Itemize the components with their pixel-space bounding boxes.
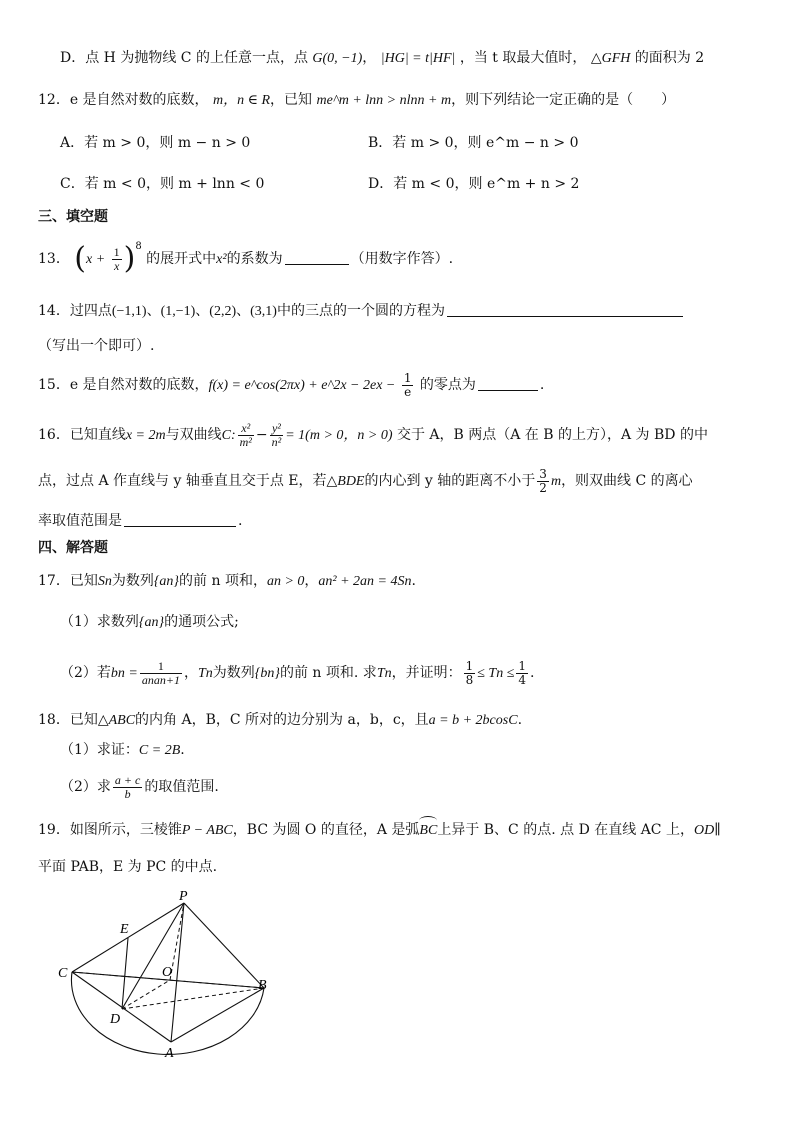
q13-text-c: （用数字作答）.: [350, 251, 454, 267]
q16-line-3: [38, 511, 242, 531]
q16-frac-3-num: 3: [539, 466, 547, 481]
q19-label-p: P: [179, 889, 188, 904]
q14-point-1: (−1,1): [111, 304, 147, 319]
q11-option-d: [60, 48, 704, 69]
q14-text-a: 14．过四点: [38, 303, 112, 319]
q18-part-2: [60, 772, 219, 802]
q15-fraction: [402, 372, 414, 399]
q16-c-label: C:: [221, 428, 236, 443]
q13-term: x²: [216, 252, 227, 267]
q13-right-paren: ): [123, 241, 136, 276]
q19-label-c: C: [58, 966, 68, 981]
q16-minus: −: [255, 427, 268, 443]
q14-text-b: 中的三点的一个圆的方程为: [276, 303, 445, 319]
q16-line2-a: 点，过点 A 作直线与 y 轴垂直且交于点 E，若: [38, 473, 327, 489]
q17-sn: Sn: [97, 574, 112, 589]
q16-line-eq: x = 2m: [125, 428, 166, 443]
q18-equation: a = b + 2bcosC: [428, 713, 518, 728]
q13-text-a: 的展开式中: [146, 251, 217, 267]
q12-vars: m，n ∈ R: [213, 93, 271, 108]
q17-bn-num: 1: [140, 660, 182, 674]
q12-equation: me^m + lnn > nlnn + m: [316, 93, 452, 108]
q19-edge-ca: [72, 972, 171, 1042]
q19-od-parallel: OD∥: [693, 823, 721, 838]
q16-line2-b: 的内心到 y 轴的距离不小于: [364, 473, 536, 489]
q17-part-1: [60, 612, 239, 633]
q14-sep-1: 、: [146, 303, 161, 319]
q17-stem: [38, 571, 416, 592]
section-solution-heading: 四、解答题: [38, 540, 108, 556]
q14-answer-blank[interactable]: [447, 302, 683, 317]
q18-part-1: [60, 740, 185, 761]
q15: [38, 370, 544, 401]
q11d-mid: ，当 t 取最大值时，: [459, 50, 587, 66]
q16-frac-x-num: x²: [238, 422, 254, 436]
q13-expr: x +: [86, 252, 106, 267]
q19-figure: [50, 888, 280, 1060]
q14-point-4: (3,1): [250, 304, 277, 319]
q12-option-d: D．若 m < 0，则 e^m + n > 2: [368, 176, 580, 192]
q16-text-c: 交于 A，B 两点（A 在 B 的上方），A 为 BD 的中: [396, 427, 708, 443]
q18-p1-eq: C = 2B: [138, 743, 181, 758]
q16-line2-c: ，则双曲线 C 的离心: [561, 473, 693, 489]
q12-stem-c: ，则下列结论一定正确的是（ ）: [451, 92, 676, 108]
q17-p2-a: （2）若: [60, 665, 111, 681]
q17-bn-fraction: [140, 660, 182, 687]
q11d-point-g: G(0, −1): [312, 51, 363, 66]
q17-text-a: 17．已知: [38, 573, 98, 589]
section-fill-in-heading: 三、填空题: [38, 209, 108, 225]
q12-stem: [38, 90, 675, 111]
q16-frac-y-den: n²: [271, 434, 282, 449]
q14-point-2: (1,−1): [160, 304, 196, 319]
q14: [38, 301, 685, 322]
q16-text-a: 16．已知直线: [38, 427, 126, 443]
q17-p2-b: ，: [183, 665, 198, 681]
q13-exponent: 8: [135, 241, 142, 252]
q15-text-b: 的零点为: [419, 377, 476, 393]
q19-label-b: B: [258, 978, 267, 993]
q15-function: f(x) = e^cos(2πx) + e^2x − 2ex −: [208, 378, 396, 393]
q17-ineq-num-2: 1: [518, 658, 527, 673]
q17-part-2: [60, 658, 535, 689]
q12-option-c: C．若 m < 0，则 m + lnn < 0: [60, 176, 265, 192]
q11d-prefix: D．点 H 为抛物线 C 的上任意一点，点: [60, 50, 308, 66]
q17-p1-an-set: {an}: [138, 615, 165, 630]
q12-option-a: A．若 m > 0，则 m − n > 0: [60, 135, 251, 151]
q11d-suffix: 的面积为 2: [634, 50, 705, 66]
q17-ineq-mid: ≤ Tn ≤: [477, 666, 515, 681]
q14-sep-2: 、: [195, 303, 210, 319]
q17-ineq-frac-1: [464, 660, 476, 687]
q19-text-b: ，BC 为圆 O 的直径，A 是弧: [232, 822, 420, 838]
q17-sep: ，: [304, 573, 319, 589]
q17-p2-c: 为数列: [212, 665, 255, 681]
q17-bn-den: anan+1: [141, 672, 180, 687]
q16-answer-blank[interactable]: [124, 512, 236, 527]
q17-p2-end: .: [530, 665, 535, 681]
q18-p2-a: （2）求: [60, 779, 111, 795]
q17-bn: bn =: [110, 666, 138, 681]
q17-p1-b: 的通项公式;: [164, 614, 239, 630]
q19-line-2: 平面 PAB，E 为 PC 的中点.: [38, 859, 218, 875]
q19-dash-do: [122, 980, 170, 1009]
q16-frac-x: [238, 422, 254, 449]
q17-cond-1: an > 0: [266, 574, 305, 589]
q17-p2-d: 的前 n 项和. 求: [279, 665, 377, 681]
q17-tn: Tn: [197, 666, 213, 681]
q11d-ratio: |HG| = t|HF|: [380, 51, 456, 66]
q13: [38, 241, 454, 276]
q16-frac-x-den: m²: [239, 434, 252, 449]
q18-text-b: 的内角 A，B，C 所对的边分别为 a，b，c，且: [135, 712, 429, 728]
q16-end: .: [238, 513, 243, 529]
q16-triangle: △BDE: [326, 474, 365, 489]
q16-line-1: [38, 420, 708, 451]
q15-frac-num: 1: [403, 370, 412, 385]
q16-frac-3-2: [537, 468, 549, 495]
q17-text-b: 为数列: [111, 573, 154, 589]
q13-frac-den: x: [113, 258, 120, 273]
q18-p1-end: .: [180, 742, 185, 758]
q15-text-a: 15．e 是自然对数的底数，: [38, 377, 209, 393]
q19-edge-pb: [184, 903, 264, 988]
q16-frac-y-num: y²: [270, 422, 284, 436]
q15-answer-blank[interactable]: [478, 376, 538, 391]
q15-end: .: [539, 377, 545, 393]
q18-p2-fraction: [113, 774, 142, 801]
q19-arc-bc: BC: [419, 821, 437, 841]
q18-stem: [38, 710, 522, 731]
q16-frac-3-den: 2: [539, 480, 547, 495]
q17-ineq-num-1: 1: [465, 658, 474, 673]
q18-text-a: 18．已知: [38, 712, 98, 728]
q16-m: m: [550, 474, 562, 489]
q11d-sep: ，: [362, 50, 377, 66]
q19-label-a: A: [165, 1046, 174, 1060]
q16-line3: 率取值范围是: [38, 513, 122, 529]
q19-edge-ed: [122, 938, 128, 1009]
q14-note: （写出一个即可）.: [38, 338, 155, 354]
q19-dash-db: [122, 988, 264, 1009]
q18-end: .: [517, 712, 523, 728]
q19-stem: [38, 820, 721, 841]
q16-frac-y: [270, 422, 284, 449]
q17-ineq-frac-2: [516, 660, 528, 687]
q16-text-b: 与双曲线: [165, 427, 222, 443]
q15-frac-den: e: [404, 384, 412, 399]
q16-line-2: [38, 466, 693, 497]
q19-edge-pa: [171, 903, 184, 1042]
q12-option-b: B．若 m > 0，则 e^m − n > 0: [368, 135, 579, 151]
q13-fraction: [112, 246, 122, 273]
q19-edge-ab: [171, 988, 264, 1042]
q19-text-c: 上异于 B、C 的点. 点 D 在直线 AC 上，: [437, 822, 694, 838]
q14-point-3: (2,2): [209, 304, 237, 319]
q13-text-b: 的系数为: [226, 251, 283, 267]
q19-label-d: D: [110, 1012, 121, 1027]
q18-p2-b: 的取值范围.: [144, 779, 219, 795]
q17-text-c: 的前 n 项和，: [179, 573, 267, 589]
q18-p2-den: b: [124, 786, 131, 801]
q17-end: .: [411, 573, 416, 589]
q19-label-e: E: [120, 922, 129, 937]
q13-answer-blank[interactable]: [285, 250, 349, 265]
q13-number: 13．: [38, 251, 70, 267]
q17-an-set: {an}: [153, 574, 180, 589]
q12-stem-b: ，已知: [270, 92, 313, 108]
q17-tn-2: Tn: [376, 666, 392, 681]
q17-ineq-den-2: 4: [518, 672, 527, 687]
q17-ineq-den-1: 8: [465, 672, 474, 687]
q13-frac-num: 1: [113, 244, 120, 259]
q19-edge-cp: [72, 903, 184, 972]
q12-stem-a: 12．e 是自然对数的底数，: [38, 92, 209, 108]
q11d-triangle: △GFH: [590, 51, 631, 66]
q17-bn-set: {bn}: [254, 666, 280, 681]
q16-eq-rest: = 1(m > 0，n > 0): [285, 428, 393, 443]
q14-sep-3: 、: [236, 303, 251, 319]
q13-left-paren: (: [74, 241, 86, 276]
q17-p1-a: （1）求数列: [60, 614, 139, 630]
q17-cond-2: an² + 2an = 4Sn: [318, 574, 412, 589]
q17-p2-e: ，并证明：: [391, 665, 462, 681]
q18-triangle: △ABC: [97, 713, 136, 728]
q19-text-a: 19．如图所示，三棱锥: [38, 822, 182, 838]
q19-label-o: O: [162, 965, 173, 980]
q19-tetrahedron: P − ABC: [181, 823, 233, 838]
q18-p1-a: （1）求证：: [60, 742, 139, 758]
q18-p2-num: a + c: [114, 772, 141, 787]
q19-base-arc: [71, 972, 264, 1054]
